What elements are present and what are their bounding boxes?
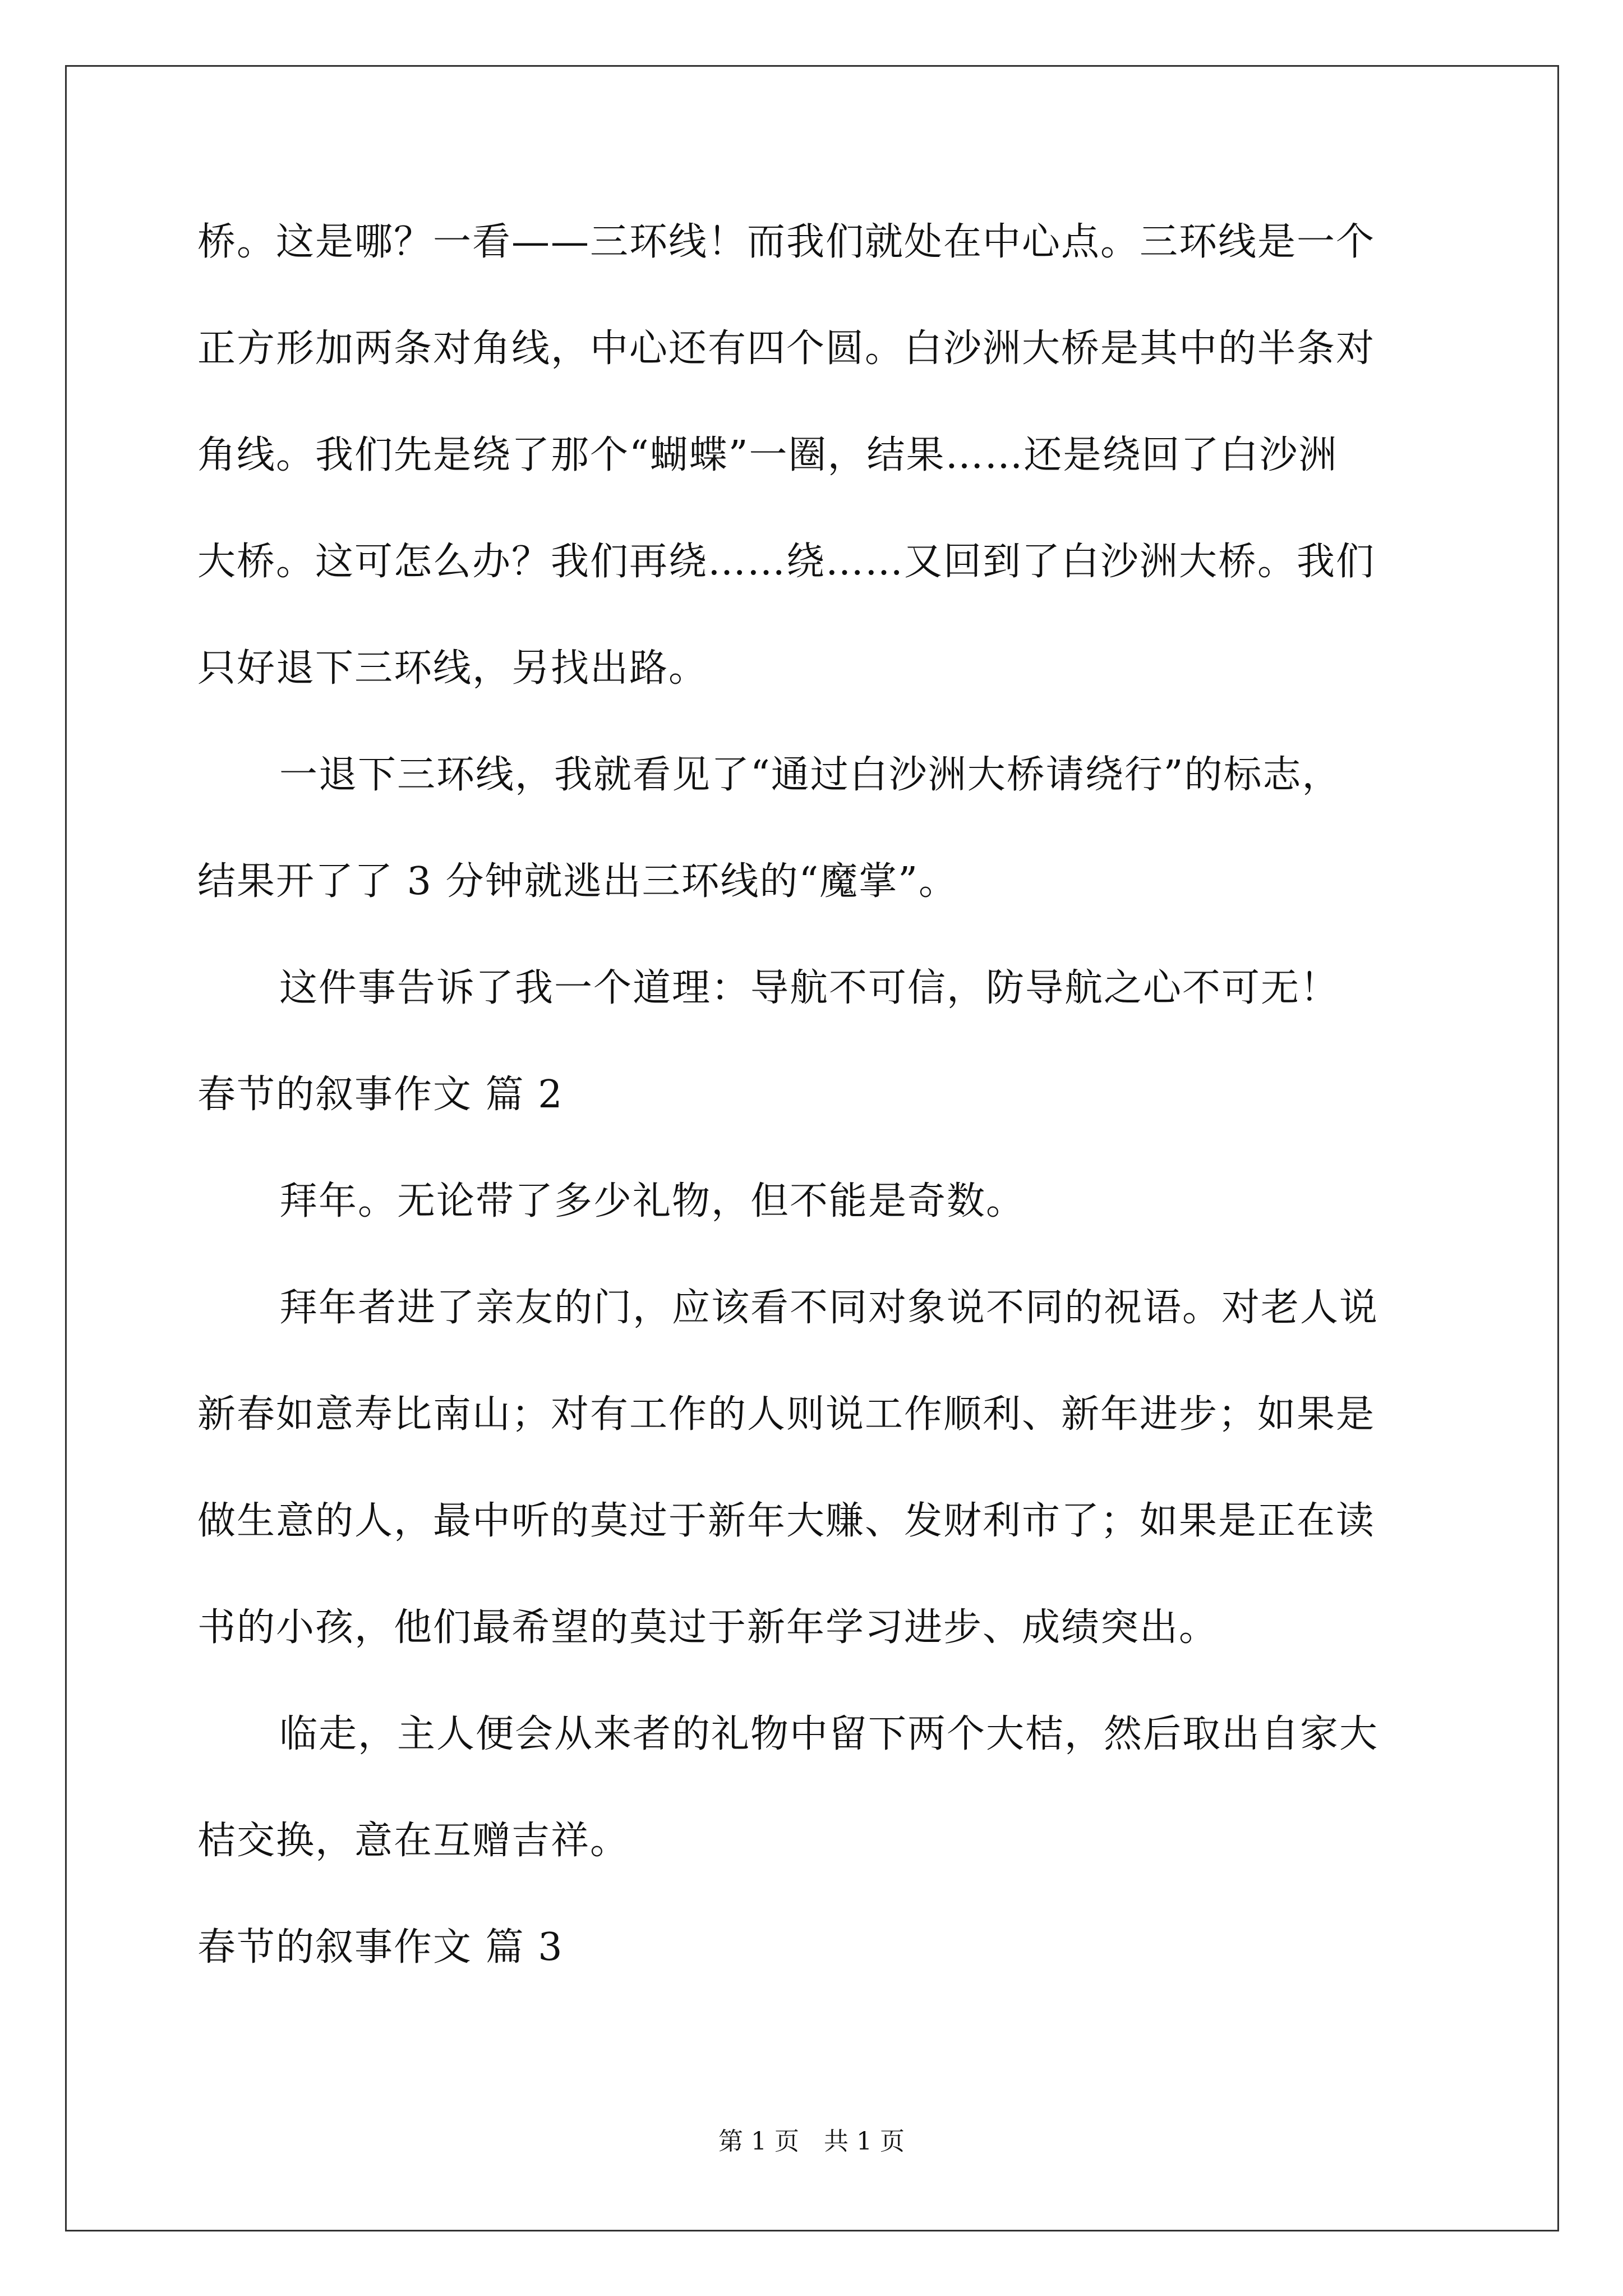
paragraph-line: 做生意的人，最中听的莫过于新年大赚、发财利市了；如果是正在读 bbox=[197, 1499, 1376, 1543]
paragraph-line: 角线。我们先是绕了那个“蝴蝶”一圈，结果……还是绕回了白沙洲 bbox=[197, 433, 1338, 477]
paragraph-line: 这件事告诉了我一个道理：导航不可信，防导航之心不可无！ bbox=[279, 966, 1340, 1010]
paragraph-line: 拜年者进了亲友的门，应该看不同对象说不同的祝语。对老人说 bbox=[279, 1286, 1379, 1330]
page-number-footer: 第 1 页 共 1 页 bbox=[718, 2127, 905, 2156]
paragraph-line: 只好退下三环线，另找出路。 bbox=[197, 646, 708, 691]
paragraph-line: 新春如意寿比南山；对有工作的人则说工作顺利、新年进步；如果是 bbox=[197, 1392, 1376, 1437]
paragraph-line: 结果开了了 3 分钟就逃出三环线的“魔掌”。 bbox=[197, 859, 958, 904]
paragraph-line: 一退下三环线，我就看见了“通过白沙洲大桥请绕行”的标志， bbox=[279, 753, 1341, 797]
section-heading: 春节的叙事作文 篇 3 bbox=[197, 1925, 564, 1970]
paragraph-line: 桔交换，意在互赠吉祥。 bbox=[197, 1819, 630, 1863]
paragraph-line: 正方形加两条对角线，中心还有四个圆。白沙洲大桥是其中的半条对 bbox=[197, 326, 1376, 371]
paragraph-line: 拜年。无论带了多少礼物，但不能是奇数。 bbox=[279, 1179, 1026, 1223]
page-border bbox=[65, 65, 1559, 2231]
section-heading: 春节的叙事作文 篇 2 bbox=[197, 1073, 564, 1117]
paragraph-line: 临走，主人便会从来者的礼物中留下两个大桔，然后取出自家大 bbox=[279, 1712, 1379, 1756]
paragraph-line: 大桥。这可怎么办？我们再绕……绕……又回到了白沙洲大桥。我们 bbox=[197, 540, 1376, 584]
paragraph-line: 桥。这是哪？一看——三环线！而我们就处在中心点。三环线是一个 bbox=[197, 220, 1376, 264]
paragraph-line: 书的小孩，他们最希望的莫过于新年学习进步、成绩突出。 bbox=[197, 1605, 1219, 1650]
